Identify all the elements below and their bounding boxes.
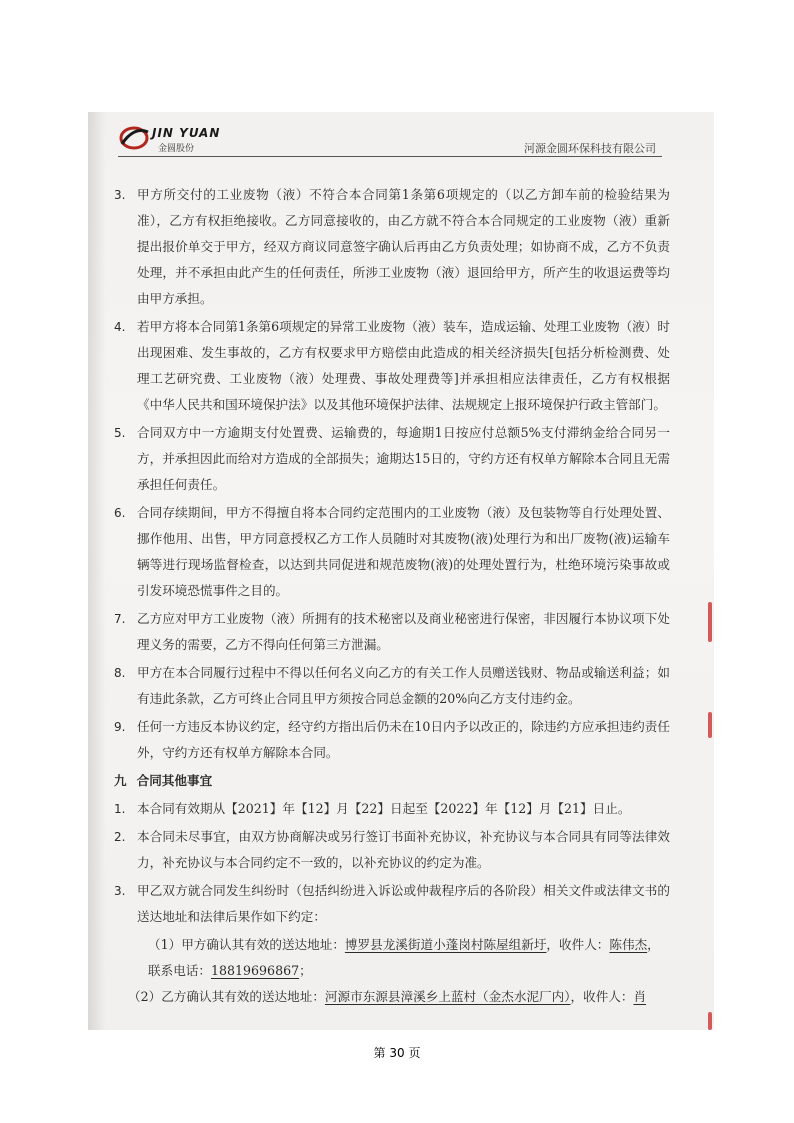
contract-body	[114, 182, 670, 1010]
clause-number: 6.	[114, 506, 126, 520]
clause-text: 甲乙双方就合同发生纠纷时（包括纠纷进入诉讼或仲裁程序后的各阶段）相关文件或法律文书的送达地址和法律后果作如下约定：	[137, 883, 670, 924]
party-a-address-label: （1）甲方确认其有效的送达地址：	[148, 937, 345, 952]
contract-clause	[114, 314, 670, 418]
clause-text: 本合同未尽事宜，由双方协商解决或另行签订书面补充协议，补充协议与本合同具有同等法律效力，补充协议与本合同约定不一致的，以补充协议的约定为准。	[137, 829, 670, 870]
seal-edge-mark	[708, 712, 712, 738]
clause-text: 乙方应对甲方工业废物（液）所拥有的技术秘密以及商业秘密进行保密，非因履行本协议项下处理义务的需要，乙方不得向任何第三方泄漏。	[137, 611, 670, 652]
contract-clause	[114, 878, 670, 930]
clause-text: 合同存续期间，甲方不得擅自将本合同约定范围内的工业废物（液）及包装物等自行处理处置、挪作他用、出售，甲方同意授权乙方工作人员随时对其废物(液)处理行为和出厂废物(液)运输车辆等进行现场监督检查，以达到共同促进和规范废物(液)的处理处置行为，杜绝环境污染事故或引发环境恐慌事件之目的。	[137, 505, 670, 598]
clause-text: 甲方在本合同履行过程中不得以任何名义向乙方的有关工作人员赠送钱财、物品或输送利益；如有违此条款，乙方可终止合同且甲方须按合同总金额的20%向乙方支付违约金。	[137, 665, 670, 706]
clause-list-breach	[114, 182, 670, 766]
clause-list-other	[114, 796, 670, 930]
contract-clause	[114, 182, 670, 312]
seal-edge-mark	[708, 602, 712, 642]
party-b-receiver: 肖	[633, 989, 647, 1004]
contract-clause	[114, 606, 670, 658]
section-title: 合同其他事宜	[136, 773, 213, 788]
clause-text: 本合同有效期从【2021】年【12】月【22】日起至【2022】年【12】月【21】日止。	[137, 801, 631, 816]
contract-clause	[114, 824, 670, 876]
section-heading	[114, 768, 670, 794]
clause-number: 7.	[114, 612, 126, 626]
clause-text: 任何一方违反本协议约定，经守约方指出后仍未在10日内予以改正的，除违约方应承担违约责任外，守约方还有权单方解除本合同。	[137, 719, 670, 760]
party-a-address: 博罗县龙溪街道小蓬岗村陈屋组新圩	[344, 937, 547, 952]
party-a-receiver-label: ，收件人：	[546, 937, 610, 952]
party-a-phone: 18819696867	[210, 963, 300, 978]
clause-text: 若甲方将本合同第1条第6项规定的异常工业废物（液）装车，造成运输、处理工业废物（液）时出现困难、发生事故的，乙方有权要求甲方赔偿由此造成的相关经济损失[包括分析检测费、处理工艺研究费、工业废物（液）处理费、事故处理费等]并承担相应法律责任，乙方有权根据《中华人民共和国环境保护法》以及其他环境保护法律、法规规定上报环境保护行政主管部门。	[137, 319, 670, 412]
logo-text-en: JIN YUAN	[152, 126, 221, 140]
party-a-end: ；	[299, 963, 312, 978]
clause-number: 8.	[114, 666, 126, 680]
scanned-page	[88, 112, 714, 1030]
section-number: 九	[114, 773, 127, 788]
page-number: 第 30 页	[373, 1046, 421, 1060]
logo-text-zh: 金圆股份	[158, 144, 195, 154]
contract-clause	[114, 796, 670, 822]
delivery-address-party-a	[114, 932, 670, 984]
header-company-name: 河源金圆环保科技有限公司	[524, 142, 656, 155]
clause-number: 1.	[114, 802, 126, 816]
contract-clause	[114, 420, 670, 498]
clause-number: 5.	[114, 426, 126, 440]
jinyuan-logo-icon	[118, 122, 152, 152]
clause-text: 甲方所交付的工业废物（液）不符合本合同第1条第6项规定的（以乙方卸车前的检验结果为准），乙方有权拒绝接收。乙方同意接收的，由乙方就不符合本合同规定的工业废物（液）重新提出报价单交于甲方，经双方商议同意签字确认后再由乙方负责处理；如协商不成，乙方不负责处理，并不承担由此产生的任何责任，所涉工业废物（液）退回给甲方，所产生的收退运费等均由甲方承担。	[137, 187, 670, 306]
contract-clause	[114, 500, 670, 604]
clause-number: 4.	[114, 320, 126, 334]
clause-number: 3.	[114, 188, 126, 202]
seal-edge-mark	[708, 1012, 712, 1030]
header-divider	[118, 156, 662, 157]
delivery-address-party-b	[114, 984, 670, 1010]
party-a-receiver: 陈伟杰	[609, 937, 648, 952]
clause-text: 合同双方中一方逾期支付处置费、运输费的，每逾期1日按应付总额5%支付滞纳金给合同另一方，并承担因此而给对方造成的全部损失；逾期达15日的，守约方还有权单方解除本合同且无需承担任何责任。	[137, 425, 670, 492]
party-a-phone-label: ，联系电话：	[148, 937, 660, 978]
clause-number: 3.	[114, 884, 126, 898]
contract-clause	[114, 660, 670, 712]
clause-number: 2.	[114, 830, 126, 844]
party-b-address-label: （2）乙方确认其有效的送达地址：	[128, 989, 325, 1004]
party-b-address: 河源市东源县漳溪乡上蓝村（金杰水泥厂内）	[324, 989, 571, 1004]
party-b-receiver-label: ，收件人：	[570, 989, 634, 1004]
clause-number: 9.	[114, 720, 126, 734]
contract-clause	[114, 714, 670, 766]
company-logo	[118, 122, 268, 156]
